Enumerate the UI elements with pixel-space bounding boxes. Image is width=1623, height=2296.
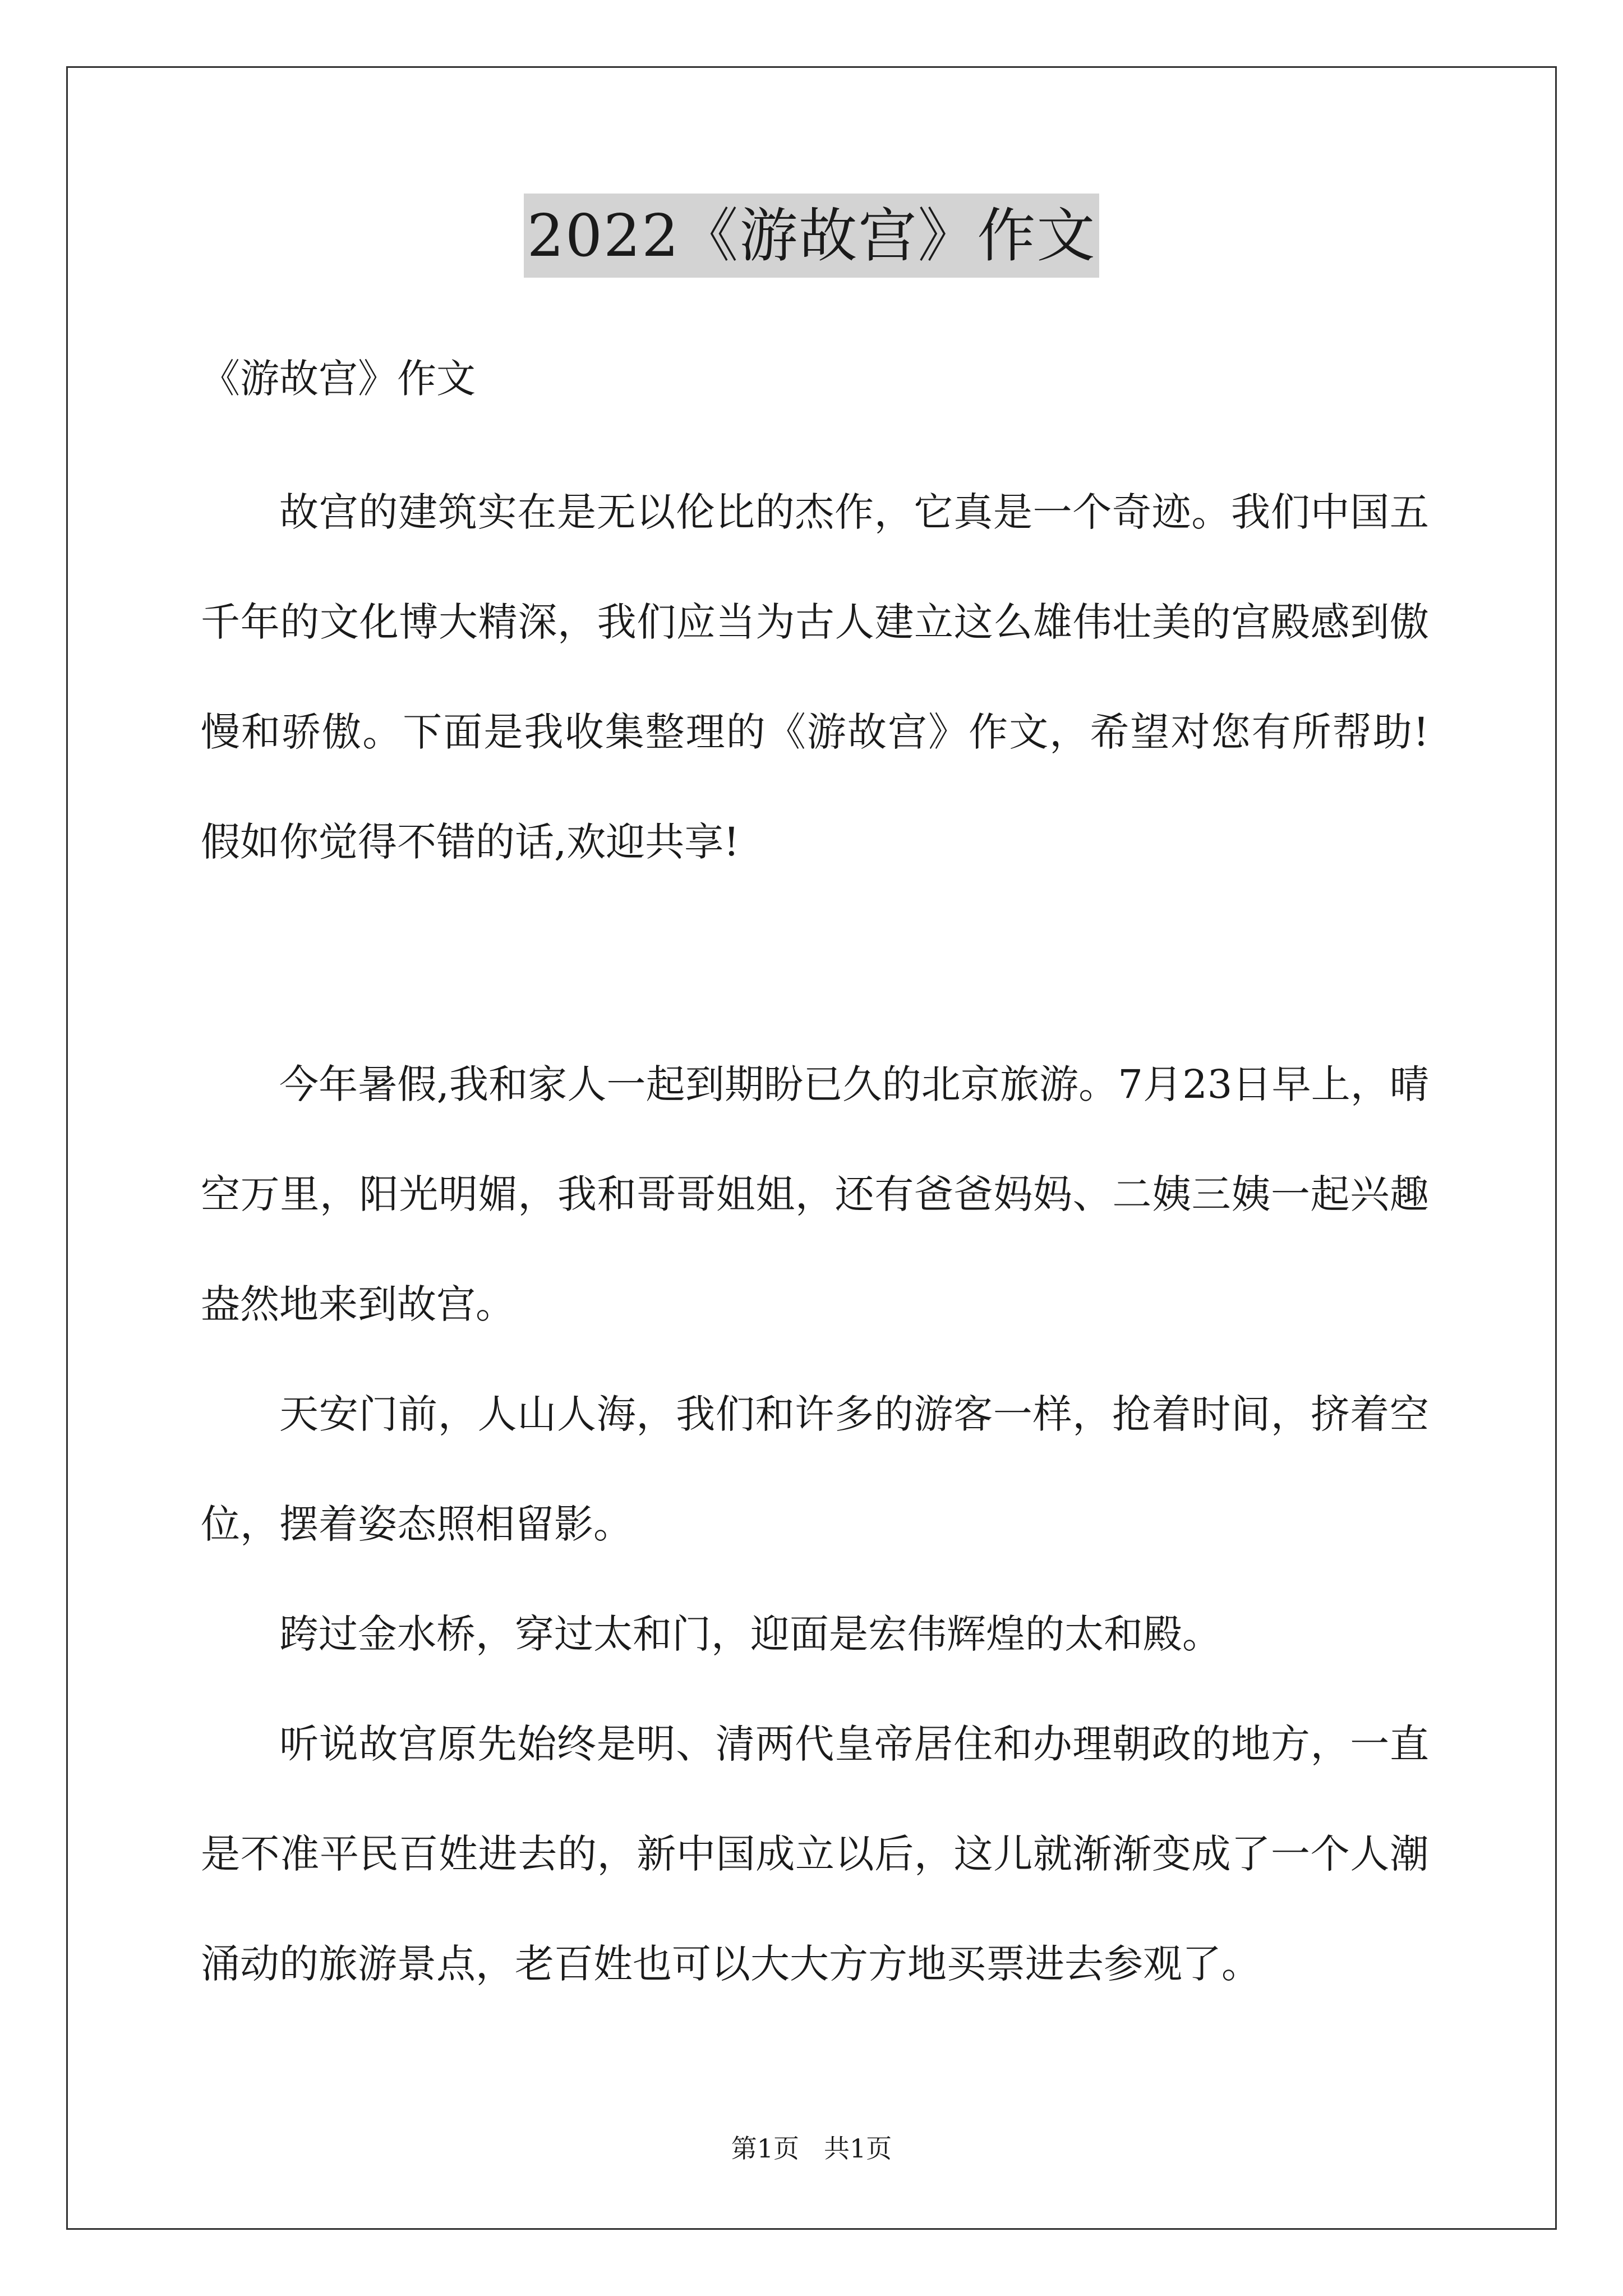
page-total: 共1页 [824,2133,892,2164]
essay-body [201,1029,1429,2019]
essay-paragraph: 听说故宫原先始终是明、清两代皇帝居住和办理朝政的地方，一直是不准平民百姓进去的，新中国成立以后，这儿就渐渐变成了一个人潮涌动的旅游景点，老百姓也可以大大方方地买票进去参观了。 [201,1721,1429,1987]
intro-section [201,457,1429,897]
document-subtitle: 《游故宫》作文 [201,356,476,402]
page-footer [0,2132,1623,2165]
intro-paragraph: 故宫的建筑实在是无以伦比的杰作，它真是一个奇迹。我们中国五千年的文化博大精深，我们应当为古人建立这么雄伟壮美的宫殿感到傲慢和骄傲。下面是我收集整理的《游故宫》作文，希望对您有所帮助!假如你觉得不错的话,欢迎共享! [201,489,1429,865]
essay-paragraph: 天安门前，人山人海，我们和许多的游客一样，抢着时间，挤着空位，摆着姿态照相留影。 [201,1391,1429,1547]
title-container [0,194,1623,278]
essay-paragraph: 跨过金水桥，穿过太和门，迎面是宏伟辉煌的太和殿。 [279,1611,1221,1657]
page-number: 第1页 [731,2133,799,2164]
essay-paragraph: 今年暑假,我和家人一起到期盼已久的北京旅游。7月23日早上，晴空万里，阳光明媚，我和哥哥姐姐，还有爸爸妈妈、二姨三姨一起兴趣盎然地来到故宫。 [201,1061,1429,1327]
document-title: 2022《游故宫》作文 [524,194,1100,278]
